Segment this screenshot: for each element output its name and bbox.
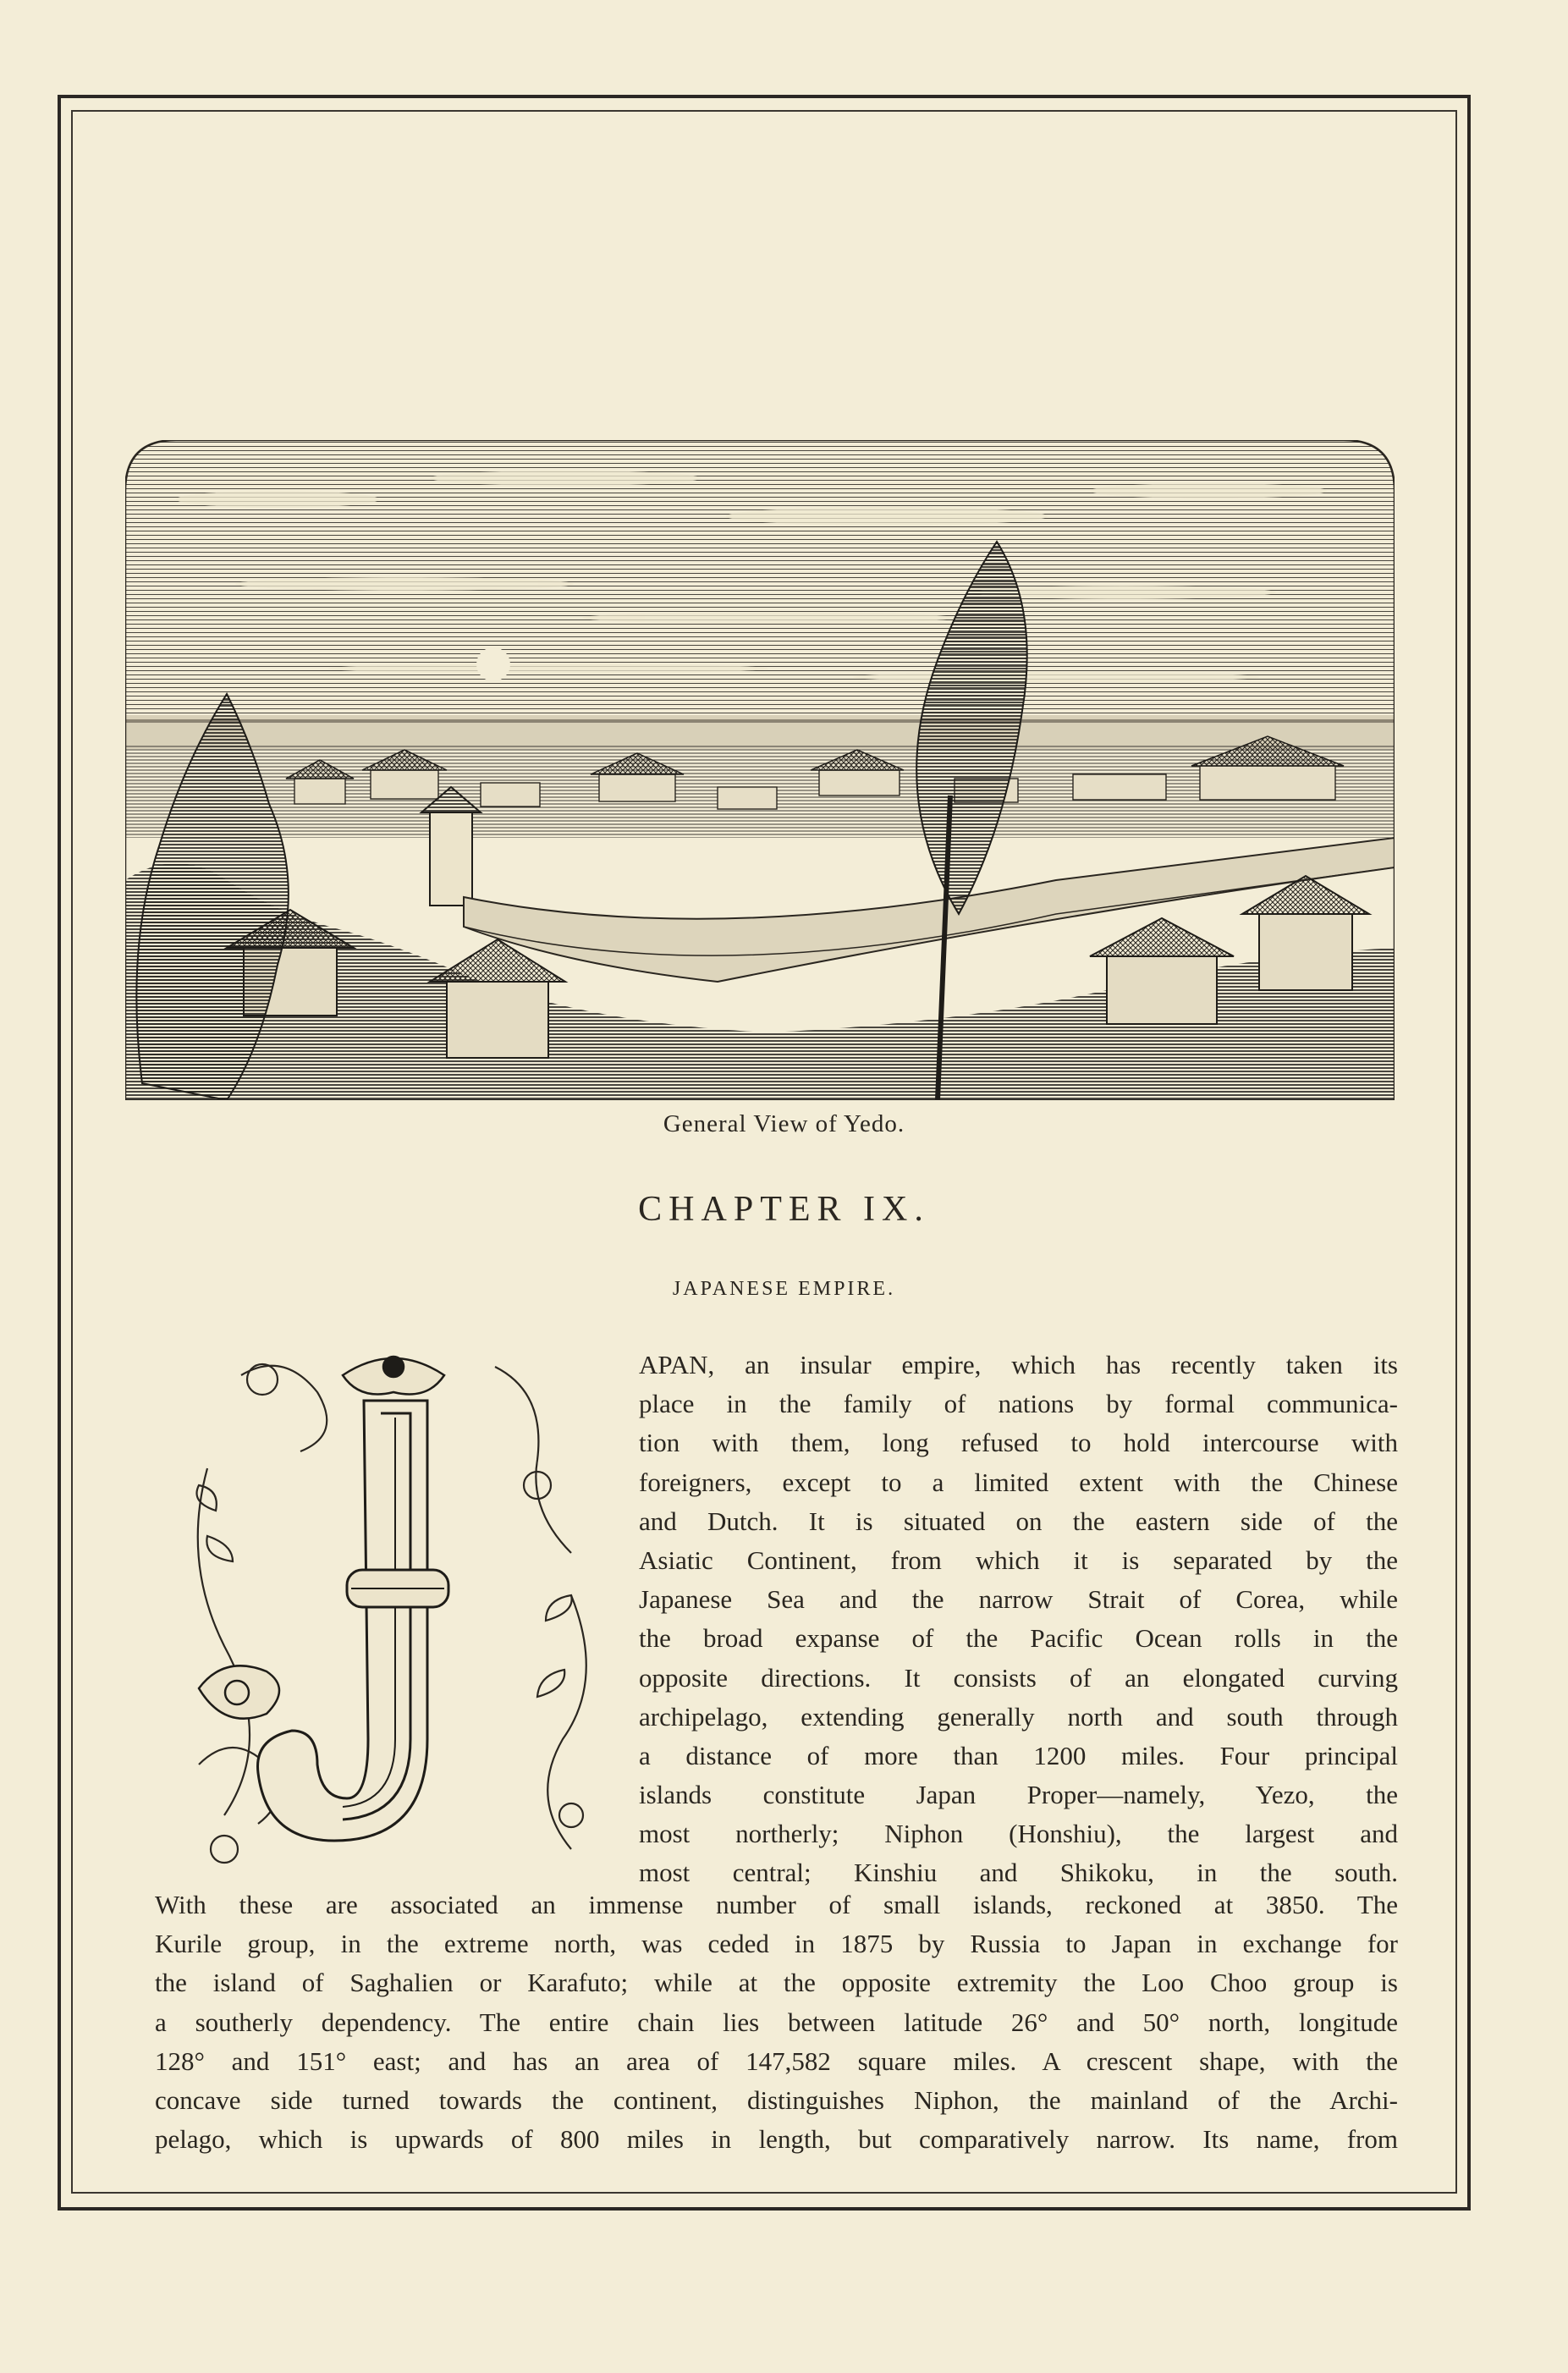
- body-line: place in the family of nations by formal communica-: [639, 1389, 1398, 1419]
- body-line: a southerly dependency. The entire chain lies between latitude 26° and 50° north, longitude: [155, 2007, 1398, 2037]
- body-line: most northerly; Niphon (Honshiu), the largest and: [639, 1819, 1398, 1849]
- body-line: pelago, which is upwards of 800 miles in length, but comparatively narrow. Its name, from: [155, 2124, 1398, 2155]
- body-line: most central; Kinshiu and Shikoku, in the south.: [639, 1858, 1398, 1888]
- body-line: APAN, an insular empire, which has recently taken its: [639, 1350, 1398, 1379]
- body-line: Japanese Sea and the narrow Strait of Corea, while: [639, 1584, 1398, 1615]
- body-text-full-width: [155, 1886, 1398, 2159]
- body-line: concave side turned towards the continent, distinguishes Niphon, the mainland of the Archi-: [155, 2084, 1398, 2115]
- chapter-title: CHAPTER IX.: [638, 1190, 930, 1229]
- body-line: With these are associated an immense number of small islands, reckoned at 3850. The: [155, 1890, 1398, 1919]
- illustration-caption: General View of Yedo.: [663, 1110, 905, 1137]
- body-line: tion with them, long refused to hold intercourse with: [639, 1428, 1398, 1458]
- body-line: 128° and 151° east; and has an area of 147,582 square miles. A crescent shape, with the: [155, 2045, 1398, 2076]
- body-line: islands constitute Japan Proper—namely, Yezo, the: [639, 1780, 1398, 1810]
- body-line: Kurile group, in the extreme north, was ceded in 1875 by Russia to Japan in exchange for: [155, 1929, 1398, 1959]
- body-line: the broad expanse of the Pacific Ocean rolls in the: [639, 1623, 1398, 1654]
- decorated-initial-j: [173, 1341, 613, 1883]
- body-line: archipelago, extending generally north and south through: [639, 1701, 1398, 1732]
- body-line: a distance of more than 1200 miles. Four principal: [639, 1740, 1398, 1770]
- body-line: and Dutch. It is situated on the eastern side of the: [639, 1506, 1398, 1536]
- chapter-subtitle: JAPANESE EMPIRE.: [672, 1278, 896, 1300]
- yedo-engraving-illustration: [125, 440, 1395, 1100]
- body-line: opposite directions. It consists of an elongated curving: [639, 1662, 1398, 1693]
- body-line: Asiatic Continent, from which it is separated by the: [639, 1544, 1398, 1575]
- body-line: the island of Saghalien or Karafuto; while at the opposite extremity the Loo Choo group is: [155, 1968, 1398, 1998]
- body-line: foreigners, except to a limited extent with the Chinese: [639, 1467, 1398, 1497]
- body-text-wrapped-column: [639, 1346, 1398, 1893]
